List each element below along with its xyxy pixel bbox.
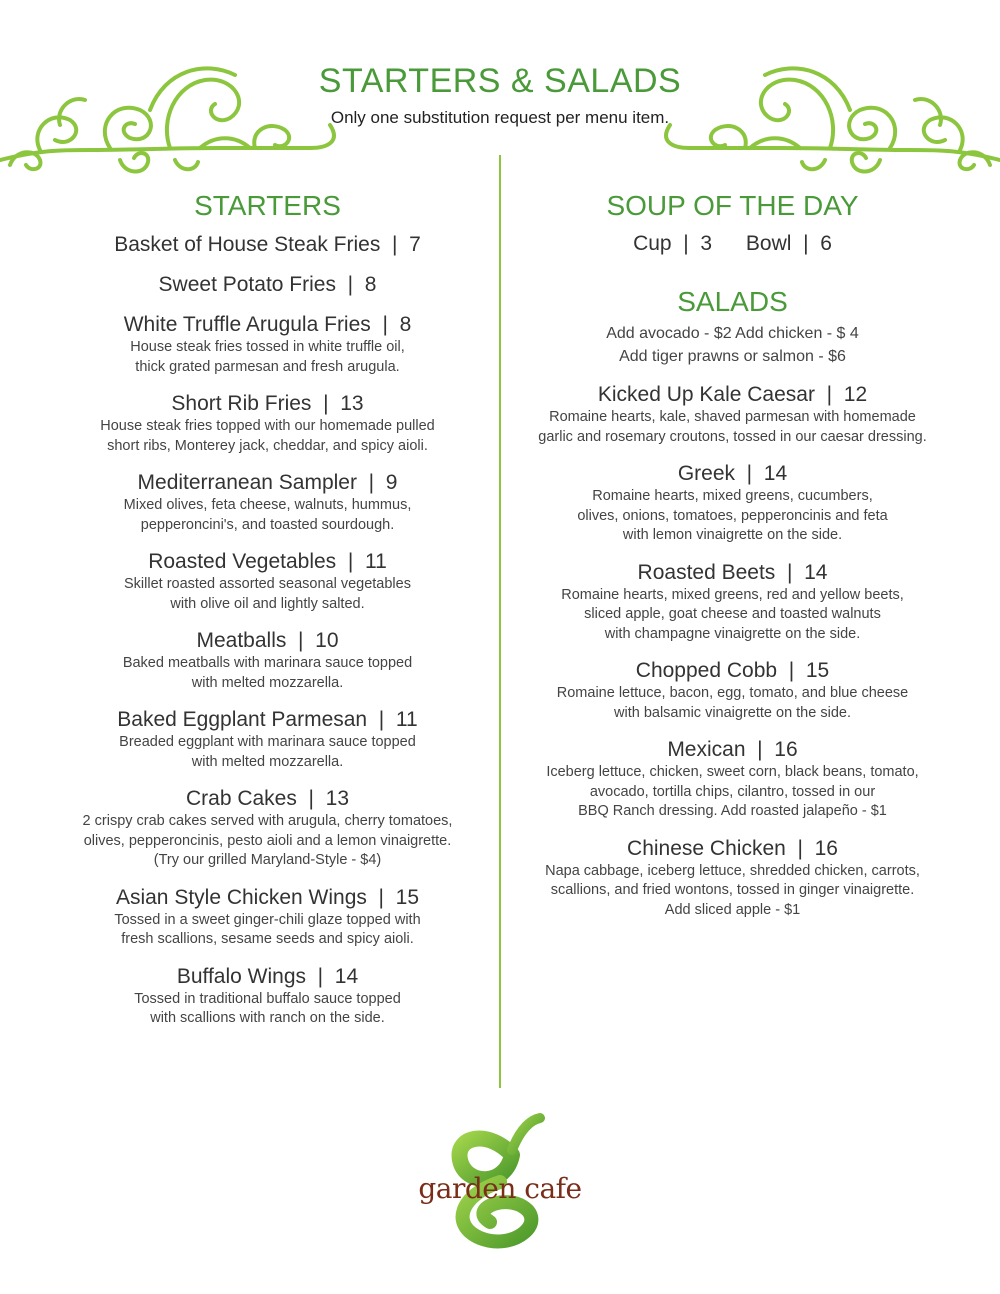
menu-item-title: Roasted Vegetables | 11 (148, 550, 387, 573)
garden-cafe-logo (400, 1110, 600, 1280)
soup-heading: SOUP OF THE DAY (606, 190, 859, 221)
salad-addons (505, 322, 960, 368)
menu-item (505, 382, 960, 447)
page-title: STARTERS & SALADS (318, 62, 682, 100)
menu-item-description: House steak fries tossed in white truffle oil, thick grated parmesan and fresh arugula. (130, 339, 405, 375)
menu-item-description: Baked meatballs with marinara sauce topped with melted mozzarella. (122, 655, 413, 691)
starters-heading: STARTERS (194, 190, 341, 221)
menu-item-title: Short Rib Fries | 13 (171, 392, 364, 415)
salad-addons-line1: Add avocado - $2 Add chicken - $ 4 (606, 325, 859, 342)
menu-item (40, 964, 495, 1029)
soup-cup: Cup | 3 (633, 232, 713, 255)
menu-item (40, 707, 495, 772)
starters-column (40, 190, 495, 1043)
salads-list (505, 382, 960, 920)
menu-item (505, 461, 960, 546)
menu-item-title: Chopped Cobb | 15 (635, 659, 830, 682)
menu-item-title: Meatballs | 10 (196, 629, 339, 652)
menu-item-title: Greek | 14 (677, 462, 788, 485)
menu-item-title: Mediterranean Sampler | 9 (137, 471, 398, 494)
menu-item-title: Mexican | 16 (667, 738, 798, 761)
soup-salads-column (505, 190, 960, 934)
menu-item-description: Tossed in traditional buffalo sauce topped with scallions with ranch on the side. (134, 990, 401, 1026)
menu-item-description: Breaded eggplant with marinara sauce topped with melted mozzarella. (119, 734, 416, 770)
menu-item-description: Skillet roasted assorted seasonal vegetables with olive oil and lightly salted. (124, 576, 411, 612)
menu-item-description: Romaine lettuce, bacon, egg, tomato, and blue cheese with balsamic vinaigrette on the side. (556, 685, 909, 721)
salads-heading: SALADS (677, 286, 788, 317)
menu-item-description: Romaine hearts, kale, shaved parmesan with homemade garlic and rosemary croutons, tossed in our caesar dressing. (538, 409, 927, 445)
menu-item-description: Iceberg lettuce, chicken, sweet corn, black beans, tomato, avocado, tortilla chips, cilantro, tossed in our BBQ Ranch dressing. Add roasted jalapeño - $1 (546, 764, 919, 819)
soup-prices (505, 232, 960, 256)
soup-bowl: Bowl | 6 (745, 232, 832, 255)
menu-item-title: White Truffle Arugula Fries | 8 (123, 313, 412, 336)
menu-item (40, 628, 495, 693)
menu-item-description: Romaine hearts, mixed greens, red and yellow beets, sliced apple, goat cheese and toasted walnuts with champagne vinaigrette on the side. (561, 586, 904, 642)
menu-item (40, 312, 495, 377)
menu-item-description: Napa cabbage, iceberg lettuce, shredded chicken, carrots, scallions, and fried wontons, tossed in ginger vinaigrette. Add sliced apple - $1 (545, 862, 920, 918)
menu-item (40, 885, 495, 950)
menu-item-description: Mixed olives, feta cheese, walnuts, hummus, pepperoncini's, and toasted sourdough. (123, 497, 412, 533)
page-subtitle: Only one substitution request per menu item. (330, 108, 670, 127)
menu-item-title: Chinese Chicken | 16 (627, 836, 838, 860)
menu-item (40, 786, 495, 871)
menu-item-title: Asian Style Chicken Wings | 15 (115, 885, 420, 909)
menu-item (505, 658, 960, 723)
menu-item-description: Tossed in a sweet ginger-chili glaze topped with fresh scallions, sesame seeds and spicy aioli. (114, 911, 421, 947)
menu-item-description: House steak fries topped with our homemade pulled short ribs, Monterey jack, cheddar, and spicy aioli. (100, 418, 435, 454)
menu-item-title: Crab Cakes | 13 (185, 787, 350, 810)
menu-item-title: Kicked Up Kale Caesar | 12 (597, 383, 868, 406)
salad-addons-line2: Add tiger prawns or salmon - $6 (619, 348, 846, 365)
menu-item (505, 836, 960, 921)
menu-item-description: Romaine hearts, mixed greens, cucumbers, olives, onions, tomatoes, pepperoncinis and feta with lemon vinaigrette on the side. (577, 488, 888, 543)
menu-item-title: Sweet Potato Fries | 8 (158, 273, 377, 296)
menu-item (40, 272, 495, 298)
menu-item (40, 232, 495, 258)
menu-item-title: Basket of House Steak Fries | 7 (114, 233, 421, 256)
logo-text: garden cafe (418, 1172, 582, 1205)
menu-item-description: 2 crispy crab cakes served with arugula, cherry tomatoes, olives, pepperoncinis, pesto aioli and a lemon vinaigrette. (Try our grilled Maryland-Style - $4) (82, 813, 453, 868)
menu-item-title: Baked Eggplant Parmesan | 11 (117, 708, 418, 731)
column-divider (499, 155, 501, 1088)
menu-item-title: Roasted Beets | 14 (637, 560, 828, 584)
menu-item (40, 470, 495, 535)
menu-item (40, 391, 495, 456)
menu-item (505, 560, 960, 645)
menu-item (40, 549, 495, 614)
menu-item-title: Buffalo Wings | 14 (176, 964, 359, 988)
starters-list (40, 232, 495, 1029)
menu-item (505, 737, 960, 822)
